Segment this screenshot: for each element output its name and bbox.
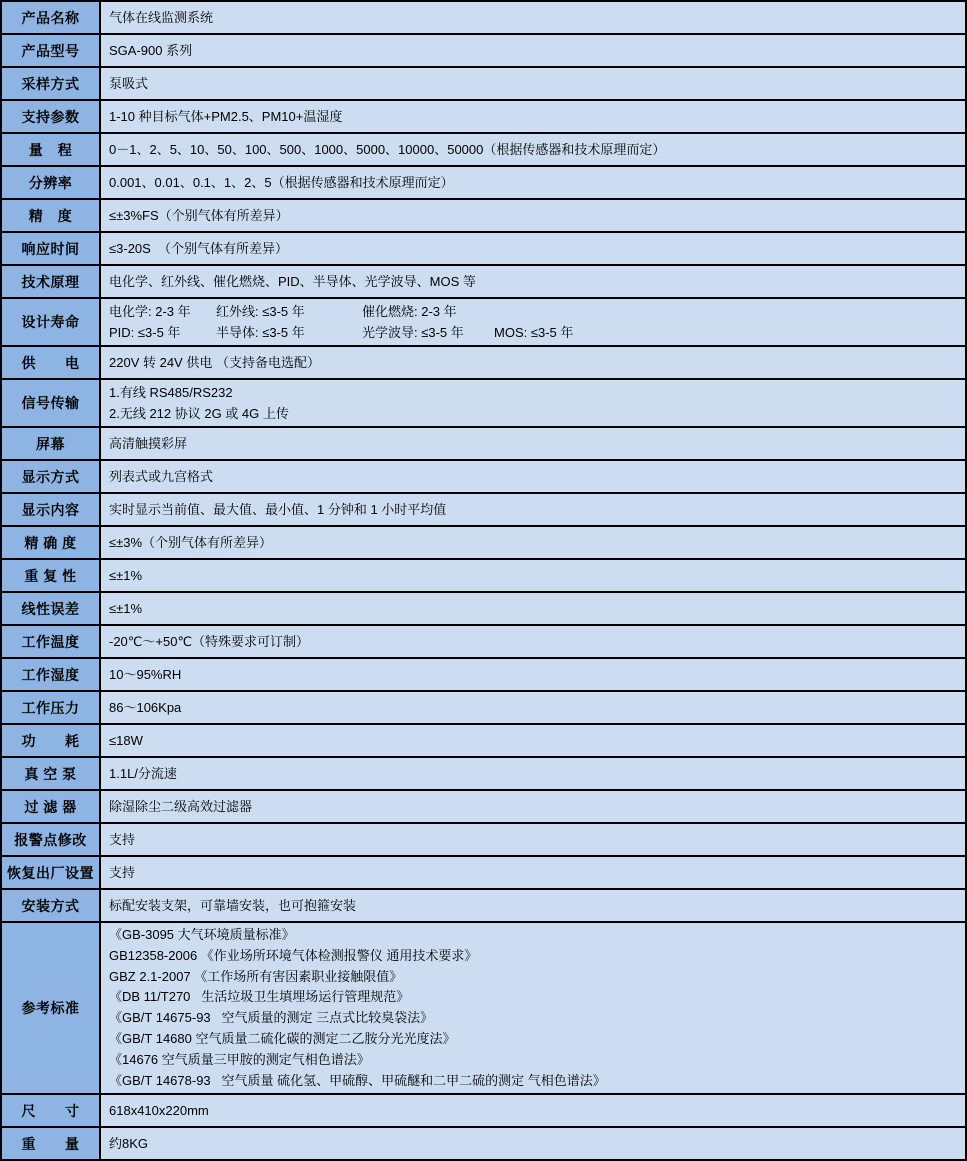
- value-line: 《14676 空气质量三甲胺的测定气相色谱法》: [109, 1051, 370, 1067]
- spec-table-body: [1, 1, 966, 1160]
- row-value-display-content: [100, 493, 966, 526]
- spec-row-product-model: [1, 34, 966, 67]
- value-line: 《DB 11/T270 生活垃圾卫生填埋场运行管理规范》: [109, 989, 410, 1005]
- row-label-accuracy: 精 度: [1, 199, 100, 232]
- value-line: 0－1、2、5、10、50、100、500、1000、5000、10000、50000（根据传感器和技术原理而定）: [109, 142, 666, 157]
- row-value-dimensions: [100, 1094, 966, 1127]
- spec-row-technical-principle: [1, 265, 966, 298]
- value-line: ≤3-20S （个别气体有所差异）: [109, 241, 289, 256]
- value-line: 气体在线监测系统: [109, 10, 214, 25]
- spec-row-accuracy: [1, 199, 966, 232]
- spec-row-operating-pressure: [1, 691, 966, 724]
- row-label-range: 量 程: [1, 133, 100, 166]
- value-segment: MOS: ≤3-5 年: [494, 325, 574, 340]
- spec-row-installation-method: [1, 889, 966, 922]
- row-label-display-content: 显示内容: [1, 493, 100, 526]
- value-line: ≤±3%（个别气体有所差异）: [109, 535, 273, 550]
- spec-row-dimensions: [1, 1094, 966, 1127]
- spec-row-repeatability: [1, 559, 966, 592]
- row-label-linearity-error: 线性误差: [1, 592, 100, 625]
- value-line: -20℃～+50℃（特殊要求可订制）: [109, 634, 310, 649]
- value-line: 《GB/T 14675-93 空气质量的测定 三点式比较臭袋法》: [109, 1010, 434, 1026]
- spec-row-resolution: [1, 166, 966, 199]
- row-value-filter: [100, 790, 966, 823]
- value-line: 10～95%RH: [109, 667, 182, 682]
- row-label-alarm-point-modify: 报警点修改: [1, 823, 100, 856]
- spec-row-linearity-error: [1, 592, 966, 625]
- value-segment: PID: ≤3-5 年: [109, 325, 181, 340]
- row-label-supported-parameters: 支持参数: [1, 100, 100, 133]
- row-value-operating-humidity: [100, 658, 966, 691]
- value-line: ≤±1%: [109, 568, 143, 583]
- value-line: 1.1L/分流速: [109, 766, 177, 781]
- row-value-operating-pressure: [100, 691, 966, 724]
- spec-row-supported-parameters: [1, 100, 966, 133]
- value-line: 约8KG: [109, 1136, 149, 1152]
- value-line: 《GB/T 14680 空气质量二硫化碳的测定二乙胺分光光度法》: [109, 1030, 456, 1046]
- row-label-vacuum-pump: 真 空 泵: [1, 757, 100, 790]
- spec-row-power-supply: [1, 346, 966, 379]
- spec-row-range: [1, 133, 966, 166]
- row-label-dimensions: 尺 寸: [1, 1094, 100, 1127]
- spec-row-operating-temperature: [1, 625, 966, 658]
- row-label-power-supply: 供 电: [1, 346, 100, 379]
- row-value-product-model: [100, 34, 966, 67]
- row-label-design-life: 设计寿命: [1, 298, 100, 346]
- row-value-accuracy: [100, 199, 966, 232]
- spec-row-sampling-method: [1, 67, 966, 100]
- spec-row-display-mode: [1, 460, 966, 493]
- value-line: 实时显示当前值、最大值、最小值、1 分钟和 1 小时平均值: [109, 502, 447, 517]
- row-value-supported-parameters: [100, 100, 966, 133]
- value-line: [109, 322, 959, 343]
- row-value-resolution: [100, 166, 966, 199]
- row-label-display-mode: 显示方式: [1, 460, 100, 493]
- row-value-response-time: [100, 232, 966, 265]
- value-line: GB12358-2006 《作业场所环境气体检测报警仪 通用技术要求》: [109, 947, 478, 963]
- value-line: ≤±1%: [109, 601, 143, 616]
- row-value-power-consumption: [100, 724, 966, 757]
- row-value-screen: [100, 427, 966, 460]
- row-label-technical-principle: 技术原理: [1, 265, 100, 298]
- value-line: 《GB-3095 大气环境质量标准》: [109, 927, 295, 942]
- row-label-product-model: 产品型号: [1, 34, 100, 67]
- row-value-reference-standards: [100, 922, 966, 1094]
- spec-row-vacuum-pump: [1, 757, 966, 790]
- value-line: 618x410x220mm: [109, 1103, 209, 1119]
- spec-row-precision: [1, 526, 966, 559]
- value-segment: 光学波导: ≤3-5 年: [362, 325, 464, 340]
- value-line: 《GB/T 14678-93 空气质量 硫化氢、甲硫醇、甲硫醚和二甲二硫的测定 气相色谱法》: [109, 1072, 606, 1088]
- spec-row-response-time: [1, 232, 966, 265]
- spec-row-power-consumption: [1, 724, 966, 757]
- value-line: 泵吸式: [109, 76, 149, 91]
- row-label-product-name: 产品名称: [1, 1, 100, 34]
- row-label-resolution: 分辨率: [1, 166, 100, 199]
- value-line: [109, 301, 959, 322]
- row-label-installation-method: 安装方式: [1, 889, 100, 922]
- row-label-sampling-method: 采样方式: [1, 67, 100, 100]
- spec-row-operating-humidity: [1, 658, 966, 691]
- row-value-technical-principle: [100, 265, 966, 298]
- row-label-repeatability: 重 复 性: [1, 559, 100, 592]
- row-label-factory-reset: 恢复出厂设置: [1, 856, 100, 889]
- row-value-signal-transmission: [100, 379, 966, 427]
- value-line: GBZ 2.1-2007 《工作场所有害因素职业接触限值》: [109, 968, 403, 984]
- spec-row-signal-transmission: [1, 379, 966, 427]
- value-line: 支持: [109, 832, 136, 847]
- value-line: 1-10 种目标气体+PM2.5、PM10+温湿度: [109, 109, 343, 124]
- value-line: 高清触摸彩屏: [109, 436, 188, 451]
- value-line: 列表式或九宫格式: [109, 469, 214, 484]
- spec-row-design-life: [1, 298, 966, 346]
- value-line: 2.无线 212 协议 2G 或 4G 上传: [109, 406, 289, 421]
- value-segment: 红外线: ≤3-5 年: [216, 304, 305, 319]
- row-value-sampling-method: [100, 67, 966, 100]
- value-line: SGA-900 系列: [109, 43, 193, 58]
- row-value-factory-reset: [100, 856, 966, 889]
- row-label-operating-pressure: 工作压力: [1, 691, 100, 724]
- row-label-reference-standards: 参考标准: [1, 922, 100, 1094]
- value-line: 86～106Kpa: [109, 700, 182, 715]
- spec-row-display-content: [1, 493, 966, 526]
- value-segment: 半导体: ≤3-5 年: [216, 325, 305, 340]
- row-value-repeatability: [100, 559, 966, 592]
- row-label-weight: 重 量: [1, 1127, 100, 1160]
- spec-row-product-name: [1, 1, 966, 34]
- spec-row-reference-standards: [1, 922, 966, 1094]
- row-label-filter: 过 滤 器: [1, 790, 100, 823]
- row-value-range: [100, 133, 966, 166]
- spec-row-factory-reset: [1, 856, 966, 889]
- row-label-operating-humidity: 工作湿度: [1, 658, 100, 691]
- value-line: 0.001、0.01、0.1、1、2、5（根据传感器和技术原理而定）: [109, 175, 454, 190]
- value-line: ≤±3%FS（个别气体有所差异）: [109, 208, 289, 223]
- row-label-response-time: 响应时间: [1, 232, 100, 265]
- row-value-installation-method: [100, 889, 966, 922]
- row-value-weight: [100, 1127, 966, 1160]
- value-line: 220V 转 24V 供电 （支持备电选配）: [109, 355, 320, 370]
- row-value-display-mode: [100, 460, 966, 493]
- row-label-precision: 精 确 度: [1, 526, 100, 559]
- spec-row-weight: [1, 1127, 966, 1160]
- row-value-design-life: [100, 298, 966, 346]
- spec-row-filter: [1, 790, 966, 823]
- row-value-linearity-error: [100, 592, 966, 625]
- spec-row-screen: [1, 427, 966, 460]
- row-value-alarm-point-modify: [100, 823, 966, 856]
- row-value-product-name: [100, 1, 966, 34]
- value-line: 除湿除尘二级高效过滤器: [109, 799, 253, 814]
- row-value-precision: [100, 526, 966, 559]
- spec-row-alarm-point-modify: [1, 823, 966, 856]
- value-line: 标配安装支架，可靠墙安装，也可抱箍安装: [109, 898, 357, 913]
- value-line: 1.有线 RS485/RS232: [109, 385, 233, 400]
- row-label-screen: 屏幕: [1, 427, 100, 460]
- row-label-power-consumption: 功 耗: [1, 724, 100, 757]
- value-line: 电化学、红外线、催化燃烧、PID、半导体、光学波导、MOS 等: [109, 274, 476, 289]
- row-label-operating-temperature: 工作温度: [1, 625, 100, 658]
- value-line: ≤18W: [109, 733, 143, 748]
- value-line: 支持: [109, 865, 136, 880]
- row-value-operating-temperature: [100, 625, 966, 658]
- value-segment: 电化学: 2-3 年: [109, 304, 191, 319]
- row-label-signal-transmission: 信号传输: [1, 379, 100, 427]
- value-segment: 催化燃烧: 2-3 年: [362, 304, 457, 319]
- row-value-power-supply: [100, 346, 966, 379]
- row-value-vacuum-pump: [100, 757, 966, 790]
